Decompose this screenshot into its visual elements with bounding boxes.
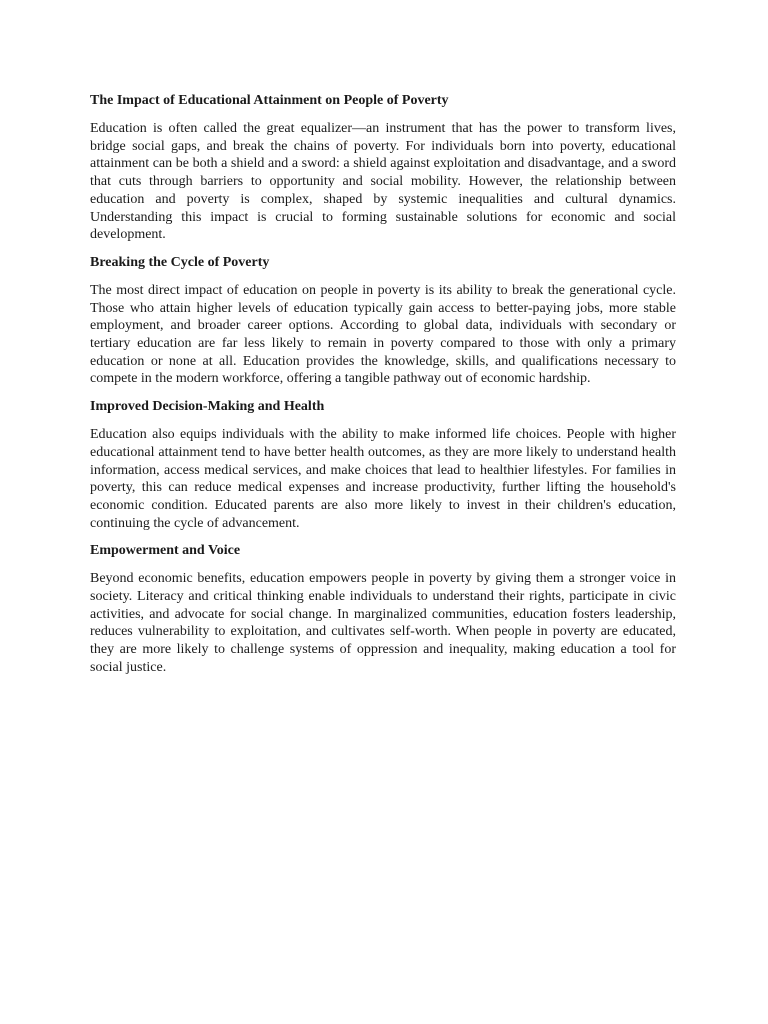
- section-heading-breaking-cycle: Breaking the Cycle of Poverty: [90, 254, 270, 270]
- section-body-breaking-cycle: The most direct impact of education on people in poverty is its ability to break the generational cycle. Those who attain higher levels of education typically gain access to better-paying jobs, more stable employment, and broader career options. According to global data, individuals with secondary or tertiary education are far less likely to remain in poverty compared to those with only a primary education or none at all. Education provides the knowledge, skills, and qualifications necessary to compete in the modern workforce, offering a tangible pathway out of economic hardship.: [90, 282, 676, 387]
- section-body-decision-health: Education also equips individuals with the ability to make informed life choices. People with higher educational attainment tend to have better health outcomes, as they are more likely to understand health information, access medical services, and make choices that lead to healthier lifestyles. For families in poverty, this can reduce medical expenses and increase productivity, further lifting the household's economic condition. Educated parents are also more likely to invest in their children's education, continuing the cycle of advancement.: [90, 427, 676, 531]
- section-heading-decision-health: Improved Decision-Making and Health: [90, 399, 325, 415]
- section-body-empowerment: Beyond economic benefits, education empowers people in poverty by giving them a stronger voice in society. Literacy and critical thinking enable individuals to understand their rights, participate in civic activities, and advocate for social change. In marginalized communities, education fosters leadership, reduces vulnerability to exploitation, and cultivates self-worth. When people in poverty are educated, they are more likely to challenge systems of oppression and inequality, making education a tool for social justice.: [90, 571, 676, 675]
- document-page: [90, 92, 676, 687]
- section-heading-empowerment: Empowerment and Voice: [90, 543, 241, 559]
- intro-paragraph: Education is often called the great equalizer—an instrument that has the power to transform lives, bridge social gaps, and break the chains of poverty. For individuals born into poverty, educational attainment can be both a shield and a sword: a shield against exploitation and disadvantage, and a sword that cuts through barriers to opportunity and social mobility. However, the relationship between education and poverty is complex, shaped by systemic inequalities and cultural dynamics. Understanding this impact is crucial to forming sustainable solutions for economic and social development.: [90, 121, 676, 243]
- document-title: The Impact of Educational Attainment on People of Poverty: [90, 93, 449, 108]
